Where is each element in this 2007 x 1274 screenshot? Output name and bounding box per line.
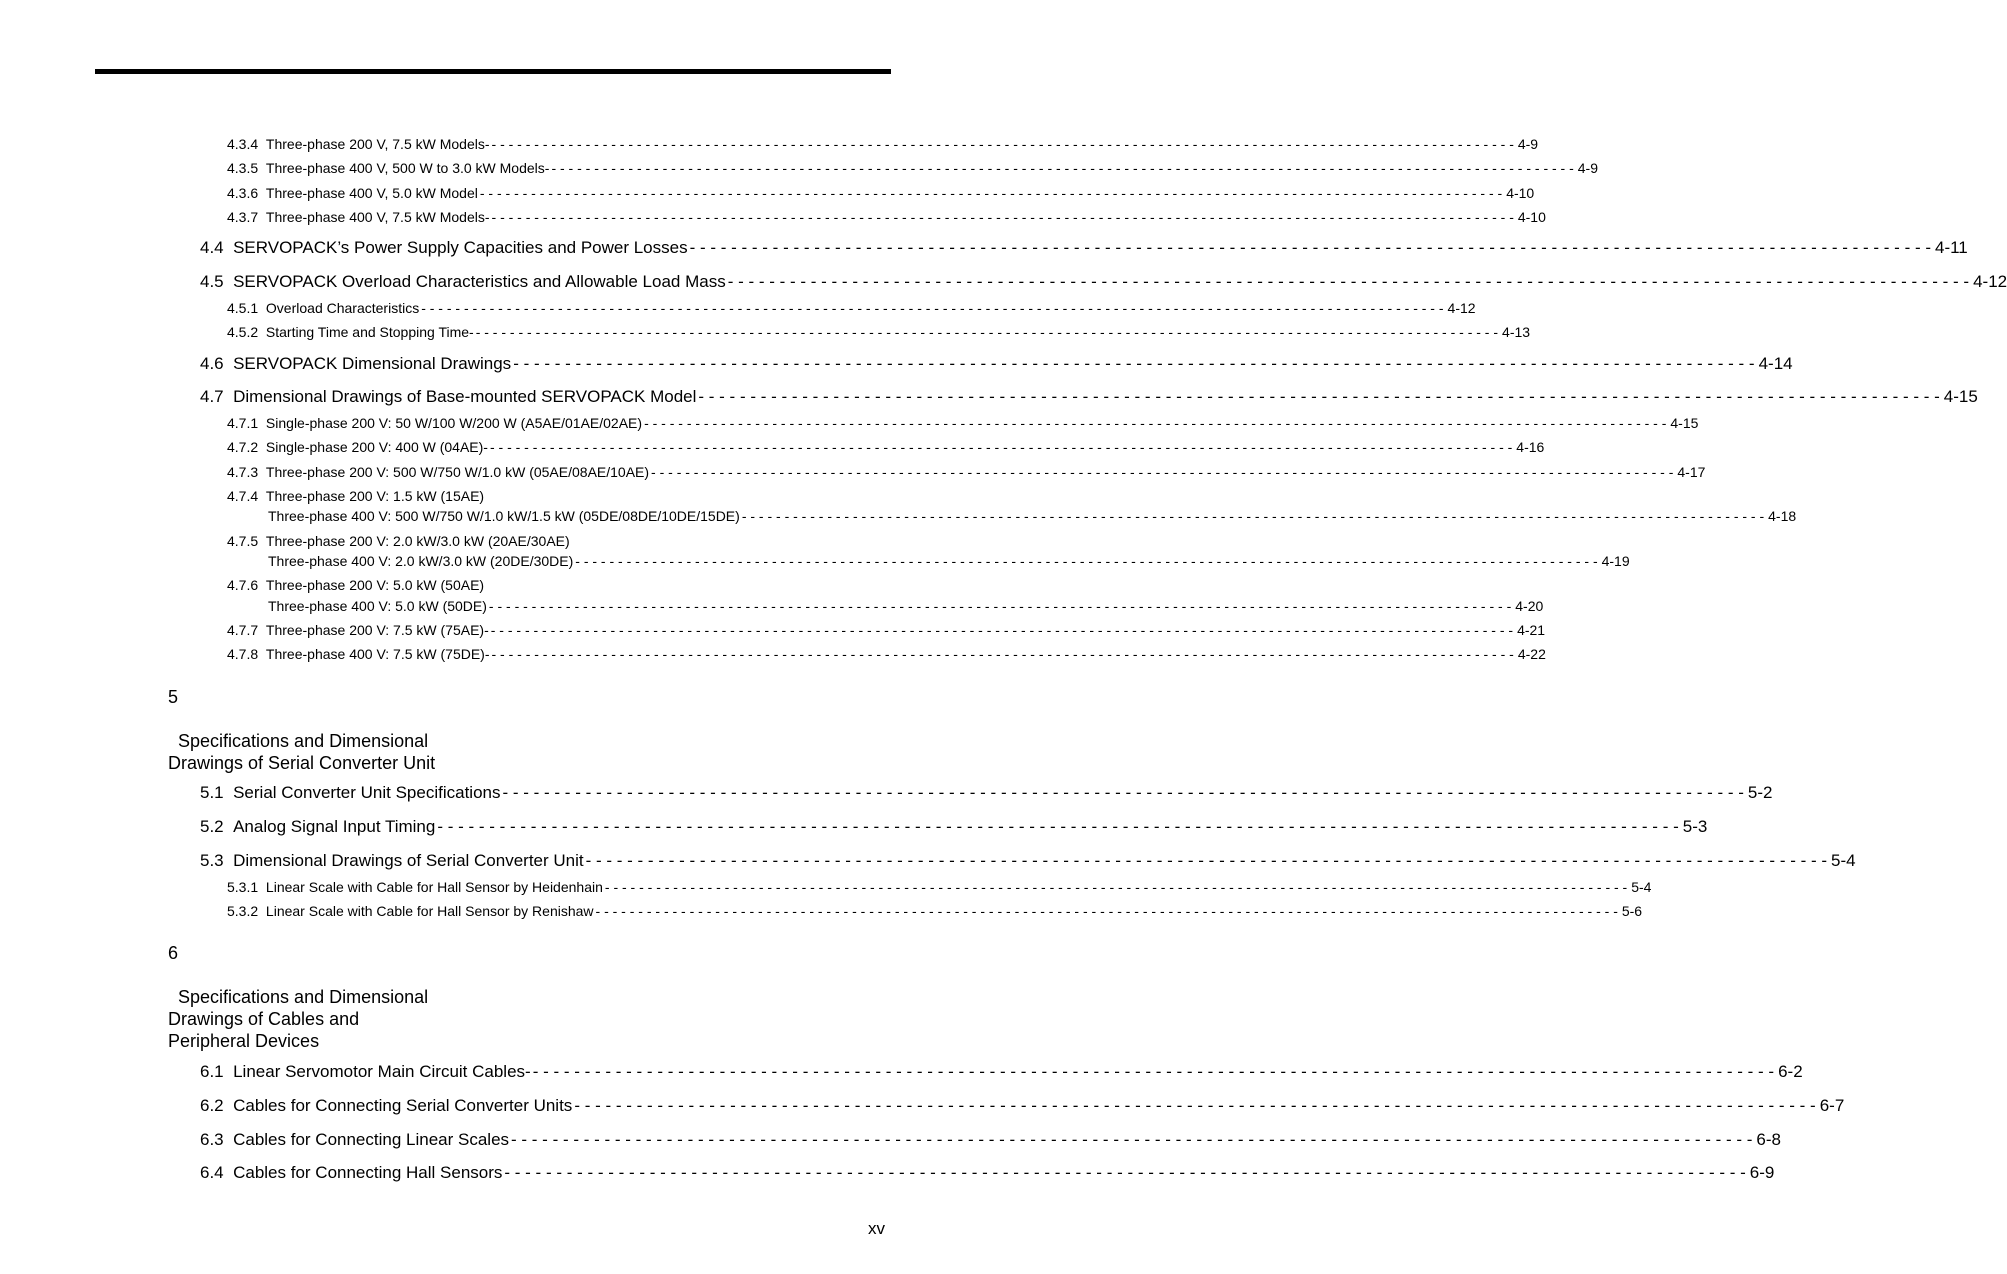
entry-title: Three-phase 400 V: 7.5 kW (75DE)-	[265, 646, 490, 662]
entry-title: Three-phase 400 V, 7.5 kW Models-	[265, 209, 490, 225]
header-rule	[95, 69, 891, 74]
toc-entry-4-7-7[interactable]	[227, 622, 1546, 640]
dot-leader: - - - - - - - - - - - - - - - - - - - - - - - - - - - - - - - - - - - - - - - - - - - - - - - - - - - - - - - - - - - - - - - - - - - - - - - - - - - - - - - - - - - - - - - - - - - - - - - - - - - - - - - - - - - - - - - - - - - - - - - -	[532, 1062, 1775, 1081]
dot-leader: - - - - - - - - - - - - - - - - - - - - - - - - - - - - - - - - - - - - - - - - - - - - - - - - - - - - - - - - - - - - - - - - - - - - - - - - - - - - - - - - - - - - - - - - - - - - - - - - - - - - - - - - - - - - - - - - - - - - - - - -	[490, 622, 1514, 638]
dot-leader: - - - - - - - - - - - - - - - - - - - - - - - - - - - - - - - - - - - - - - - - - - - - - - - - - - - - - - - - - - - - - - - - - - - - - - - - - - - - - - - - - - - - - - - - - - - - - - - - - - - - - - - - - - - - - - - - - - - - - - - -	[575, 553, 1598, 569]
entry-page: 6-8	[1756, 1130, 1781, 1149]
entry-number: 5.3.2	[227, 903, 259, 919]
entry-title-cont: Three-phase 400 V: 500 W/750 W/1.0 kW/1.5 kW (05DE/08DE/10DE/15DE)	[268, 508, 740, 524]
entry-title: SERVOPACK Dimensional Drawings	[233, 354, 512, 373]
chapter-title	[168, 730, 435, 774]
dot-leader: - - - - - - - - - - - - - - - - - - - - - - - - - - - - - - - - - - - - - - - - - - - - - - - - - - - - - - - - - - - - - - - - - - - - - - - - - - - - - - - - - - - - - - - - - - - - - - - - - - - - - - - - - - - - - - - - - - - - - - - -	[475, 324, 1499, 340]
dot-leader: - - - - - - - - - - - - - - - - - - - - - - - - - - - - - - - - - - - - - - - - - - - - - - - - - - - - - - - - - - - - - - - - - - - - - - - - - - - - - - - - - - - - - - - - - - - - - - - - - - - - - - - - - - - - - - - - - - - - - - - -	[574, 1096, 1816, 1115]
toc-entry-5-3[interactable]	[200, 851, 1856, 873]
entry-title: SERVOPACK Overload Characteristics and Allowable Load Mass	[233, 272, 726, 291]
toc-entry-4-5-1[interactable]	[227, 300, 1476, 318]
chapter-number: 5	[168, 687, 179, 707]
entry-page: 4-12	[1447, 300, 1476, 316]
entry-number: 5.2	[200, 817, 224, 836]
chapter-title-line: Drawings of Cables and	[168, 1009, 360, 1029]
toc-entry-4-3-5[interactable]	[227, 160, 1598, 178]
entry-number: 6.4	[200, 1163, 224, 1182]
entry-page: 4-20	[1515, 598, 1544, 614]
toc-entry-5-2[interactable]	[200, 817, 1708, 839]
entry-number: 4.6	[200, 354, 224, 373]
dot-leader: - - - - - - - - - - - - - - - - - - - - - - - - - - - - - - - - - - - - - - - - - - - - - - - - - - - - - - - - - - - - - - - - - - - - - - - - - - - - - - - - - - - - - - - - - - - - - - - - - - - - - - - - - - - - - - - - - - - - - - - -	[502, 783, 1744, 802]
entry-page: 5-6	[1621, 903, 1643, 919]
dot-leader: - - - - - - - - - - - - - - - - - - - - - - - - - - - - - - - - - - - - - - - - - - - - - - - - - - - - - - - - - - - - - - - - - - - - - - - - - - - - - - - - - - - - - - - - - - - - - - - - - - - - - - - - - - - - - - - - - - - - - - - -	[511, 1130, 1753, 1149]
entry-page: 4-19	[1601, 553, 1630, 569]
entry-page: 4-14	[1758, 354, 1793, 373]
entry-number: 4.3.6	[227, 185, 259, 201]
entry-page: 4-10	[1506, 185, 1535, 201]
entry-page: 4-18	[1768, 508, 1797, 524]
entry-number: 4.7.6	[227, 577, 259, 593]
entry-number: 6.2	[200, 1096, 224, 1115]
entry-number: 4.7.8	[227, 646, 259, 662]
entry-number: 5.3.1	[227, 879, 259, 895]
entry-number: 4.5.1	[227, 300, 259, 316]
entry-page: 4-22	[1517, 646, 1546, 662]
chapter-title	[168, 986, 428, 1052]
entry-number: 4.7.1	[227, 415, 259, 431]
toc-entry-4-7-4-cont[interactable]	[268, 508, 1797, 526]
entry-title: Cables for Connecting Hall Sensors	[233, 1163, 503, 1182]
toc-entry-6-1[interactable]	[200, 1062, 1803, 1084]
toc-entry-5-3-2[interactable]	[227, 903, 1643, 921]
toc-entry-4-7-5[interactable]	[227, 533, 886, 551]
toc-entry-6-3[interactable]	[200, 1130, 1781, 1152]
toc-entry-4-7-5-cont[interactable]	[268, 553, 1630, 571]
entry-title: Three-phase 200 V: 1.5 kW (15AE)	[265, 488, 485, 504]
toc-entry-6-2[interactable]	[200, 1096, 1845, 1118]
toc-entry-4-7-8[interactable]	[227, 646, 1546, 664]
entry-title: Single-phase 200 V: 50 W/100 W/200 W (A5AE/01AE/02AE)	[265, 415, 643, 431]
entry-title: Three-phase 200 V: 500 W/750 W/1.0 kW (05AE/08AE/10AE)	[265, 464, 650, 480]
toc-entry-4-7-4[interactable]	[227, 488, 886, 506]
toc-entry-4-4[interactable]	[200, 238, 1968, 260]
entry-page: 6-2	[1778, 1062, 1803, 1081]
toc-entry-4-5[interactable]	[200, 272, 2007, 294]
chapter-title-line: Specifications and Dimensional	[178, 731, 429, 751]
entry-number: 4.5.2	[227, 324, 259, 340]
toc-entry-4-5-2[interactable]	[227, 324, 1531, 342]
entry-number: 4.3.4	[227, 136, 259, 152]
toc-entry-5-1[interactable]	[200, 783, 1773, 805]
dot-leader: - - - - - - - - - - - - - - - - - - - - - - - - - - - - - - - - - - - - - - - - - - - - - - - - - - - - - - - - - - - - - - - - - - - - - - - - - - - - - - - - - - - - - - - - - - - - - - - - - - - - - - - - - - - - - - - - - - - - - - - -	[488, 598, 1512, 614]
dot-leader: - - - - - - - - - - - - - - - - - - - - - - - - - - - - - - - - - - - - - - - - - - - - - - - - - - - - - - - - - - - - - - - - - - - - - - - - - - - - - - - - - - - - - - - - - - - - - - - - - - - - - - - - - - - - - - - - - - - - - - - -	[595, 903, 1618, 919]
entry-page: 4-12	[1973, 272, 2007, 291]
entry-number: 5.3	[200, 851, 224, 870]
entry-page: 5-3	[1682, 817, 1708, 836]
dot-leader: - - - - - - - - - - - - - - - - - - - - - - - - - - - - - - - - - - - - - - - - - - - - - - - - - - - - - - - - - - - - - - - - - - - - - - - - - - - - - - - - - - - - - - - - - - - - - - - - - - - - - - - - - - - - - - - - - - - - - - - -	[491, 209, 1514, 225]
dot-leader: - - - - - - - - - - - - - - - - - - - - - - - - - - - - - - - - - - - - - - - - - - - - - - - - - - - - - - - - - - - - - - - - - - - - - - - - - - - - - - - - - - - - - - - - - - - - - - - - - - - - - - - - - - - - - - - - - - - - - - - -	[689, 238, 1931, 257]
entry-number: 4.3.5	[227, 160, 259, 176]
dot-leader: - - - - - - - - - - - - - - - - - - - - - - - - - - - - - - - - - - - - - - - - - - - - - - - - - - - - - - - - - - - - - - - - - - - - - - - - - - - - - - - - - - - - - - - - - - - - - - - - - - - - - - - - - - - - - - - - - - - - - - - -	[504, 1163, 1746, 1182]
entry-title: Three-phase 200 V, 7.5 kW Models-	[265, 136, 490, 152]
entry-page: 4-16	[1516, 439, 1545, 455]
entry-title: Cables for Connecting Linear Scales	[233, 1130, 510, 1149]
dot-leader: - - - - - - - - - - - - - - - - - - - - - - - - - - - - - - - - - - - - - - - - - - - - - - - - - - - - - - - - - - - - - - - - - - - - - - - - - - - - - - - - - - - - - - - - - - - - - - - - - - - - - - - - - - - - - - - - - - - - - - - -	[644, 415, 1667, 431]
entry-page: 4-9	[1577, 160, 1598, 176]
dot-leader: - - - - - - - - - - - - - - - - - - - - - - - - - - - - - - - - - - - - - - - - - - - - - - - - - - - - - - - - - - - - - - - - - - - - - - - - - - - - - - - - - - - - - - - - - - - - - - - - - - - - - - - - - - - - - - - - - - - - - - - -	[551, 160, 1574, 176]
entry-page: 4-9	[1517, 136, 1539, 152]
dot-leader: - - - - - - - - - - - - - - - - - - - - - - - - - - - - - - - - - - - - - - - - - - - - - - - - - - - - - - - - - - - - - - - - - - - - - - - - - - - - - - - - - - - - - - - - - - - - - - - - - - - - - - - - - - - - - - - - - - - - - - - -	[479, 185, 1503, 201]
toc-entry-4-7-3[interactable]	[227, 464, 1706, 482]
entry-title: Three-phase 200 V: 5.0 kW (50AE)	[265, 577, 485, 593]
dot-leader: - - - - - - - - - - - - - - - - - - - - - - - - - - - - - - - - - - - - - - - - - - - - - - - - - - - - - - - - - - - - - - - - - - - - - - - - - - - - - - - - - - - - - - - - - - - - - - - - - - - - - - - - - - - - - - - - - - - - - - - -	[604, 879, 1628, 895]
toc-entry-6-4[interactable]	[200, 1163, 1775, 1185]
entry-title: Linear Scale with Cable for Hall Sensor by Renishaw	[265, 903, 594, 919]
entry-title: Three-phase 200 V: 7.5 kW (75AE)-	[265, 622, 489, 638]
dot-leader: - - - - - - - - - - - - - - - - - - - - - - - - - - - - - - - - - - - - - - - - - - - - - - - - - - - - - - - - - - - - - - - - - - - - - - - - - - - - - - - - - - - - - - - - - - - - - - - - - - - - - - - - - - - - - - - - - - - - - - - -	[489, 439, 1513, 455]
entry-number: 4.5	[200, 272, 224, 291]
entry-page: 4-13	[1502, 324, 1531, 340]
dot-leader: - - - - - - - - - - - - - - - - - - - - - - - - - - - - - - - - - - - - - - - - - - - - - - - - - - - - - - - - - - - - - - - - - - - - - - - - - - - - - - - - - - - - - - - - - - - - - - - - - - - - - - - - - - - - - - - - - - - - - - - -	[585, 851, 1828, 870]
entry-title-cont: Three-phase 400 V: 5.0 kW (50DE)	[268, 598, 487, 614]
entry-title: Overload Characteristics	[265, 300, 420, 316]
dot-leader: - - - - - - - - - - - - - - - - - - - - - - - - - - - - - - - - - - - - - - - - - - - - - - - - - - - - - - - - - - - - - - - - - - - - - - - - - - - - - - - - - - - - - - - - - - - - - - - - - - - - - - - - - - - - - - - - - - - - - - - -	[727, 272, 1970, 291]
entry-title: Three-phase 400 V, 5.0 kW Model	[265, 185, 478, 201]
dot-leader: - - - - - - - - - - - - - - - - - - - - - - - - - - - - - - - - - - - - - - - - - - - - - - - - - - - - - - - - - - - - - - - - - - - - - - - - - - - - - - - - - - - - - - - - - - - - - - - - - - - - - - - - - - - - - - - - - - - - - - - -	[491, 646, 1514, 662]
entry-page: 4-15	[1943, 387, 1978, 406]
entry-page: 4-10	[1517, 209, 1546, 225]
entry-number: 4.7.5	[227, 533, 259, 549]
entry-number: 4.7.3	[227, 464, 259, 480]
dot-leader: - - - - - - - - - - - - - - - - - - - - - - - - - - - - - - - - - - - - - - - - - - - - - - - - - - - - - - - - - - - - - - - - - - - - - - - - - - - - - - - - - - - - - - - - - - - - - - - - - - - - - - - - - - - - - - - - - - - - - - - -	[437, 817, 1679, 836]
dot-leader: - - - - - - - - - - - - - - - - - - - - - - - - - - - - - - - - - - - - - - - - - - - - - - - - - - - - - - - - - - - - - - - - - - - - - - - - - - - - - - - - - - - - - - - - - - - - - - - - - - - - - - - - - - - - - - - - - - - - - - - -	[698, 387, 1940, 406]
entry-number: 6.3	[200, 1130, 224, 1149]
toc-entry-4-6[interactable]	[200, 354, 1793, 376]
chapter-title-line: Peripheral Devices	[168, 1031, 320, 1051]
entry-number: 4.4	[200, 238, 224, 257]
entry-title: Dimensional Drawings of Base-mounted SERVOPACK Model	[233, 387, 697, 406]
entry-title: Three-phase 200 V: 2.0 kW/3.0 kW (20AE/30AE)	[265, 533, 570, 549]
toc-entry-4-3-6[interactable]	[227, 185, 1535, 203]
toc-entry-4-7-2[interactable]	[227, 439, 1545, 457]
page-number: xv	[868, 1219, 885, 1238]
chapter-title-line: Specifications and Dimensional	[178, 987, 429, 1007]
dot-leader: - - - - - - - - - - - - - - - - - - - - - - - - - - - - - - - - - - - - - - - - - - - - - - - - - - - - - - - - - - - - - - - - - - - - - - - - - - - - - - - - - - - - - - - - - - - - - - - - - - - - - - - - - - - - - - - - - - - - - - - -	[651, 464, 1674, 480]
entry-title: SERVOPACK’s Power Supply Capacities and Power Losses	[233, 238, 688, 257]
toc-entry-4-7-6[interactable]	[227, 577, 886, 595]
entry-number: 4.7.4	[227, 488, 259, 504]
entry-title: Single-phase 200 V: 400 W (04AE)-	[265, 439, 488, 455]
entry-page: 6-9	[1749, 1163, 1775, 1182]
entry-number: 4.3.7	[227, 209, 259, 225]
entry-page: 4-11	[1935, 238, 1968, 257]
entry-page: 5-4	[1631, 879, 1652, 895]
entry-page: 5-4	[1831, 851, 1856, 870]
toc-entry-5-3-1[interactable]	[227, 879, 1652, 897]
entry-title: Linear Servomotor Main Circuit Cables-	[233, 1062, 531, 1081]
entry-number: 4.7.7	[227, 622, 259, 638]
entry-number: 5.1	[200, 783, 224, 802]
entry-title: Serial Converter Unit Specifications	[233, 783, 501, 802]
entry-title: Starting Time and Stopping Time-	[265, 324, 474, 340]
entry-page: 4-17	[1677, 464, 1706, 480]
chapter-title-line: Drawings of Serial Converter Unit	[168, 753, 436, 773]
entry-title: Cables for Connecting Serial Converter Units	[233, 1096, 573, 1115]
toc-entry-4-3-7[interactable]	[227, 209, 1546, 227]
toc-entry-4-3-4[interactable]	[227, 136, 1539, 154]
entry-number: 6.1	[200, 1062, 224, 1081]
entry-number: 4.7	[200, 387, 224, 406]
entry-page: 4-15	[1670, 415, 1699, 431]
entry-page: 5-2	[1747, 783, 1773, 802]
toc-entry-4-7-6-cont[interactable]	[268, 598, 1544, 616]
entry-title: Analog Signal Input Timing	[233, 817, 436, 836]
dot-leader: - - - - - - - - - - - - - - - - - - - - - - - - - - - - - - - - - - - - - - - - - - - - - - - - - - - - - - - - - - - - - - - - - - - - - - - - - - - - - - - - - - - - - - - - - - - - - - - - - - - - - - - - - - - - - - - - - - - - - - - -	[491, 136, 1514, 152]
entry-page: 6-7	[1819, 1096, 1845, 1115]
chapter-number: 6	[168, 943, 179, 963]
entry-number: 4.7.2	[227, 439, 259, 455]
dot-leader: - - - - - - - - - - - - - - - - - - - - - - - - - - - - - - - - - - - - - - - - - - - - - - - - - - - - - - - - - - - - - - - - - - - - - - - - - - - - - - - - - - - - - - - - - - - - - - - - - - - - - - - - - - - - - - - - - - - - - - - -	[421, 300, 1444, 316]
entry-title: Linear Scale with Cable for Hall Sensor by Heidenhain	[265, 879, 603, 895]
dot-leader: - - - - - - - - - - - - - - - - - - - - - - - - - - - - - - - - - - - - - - - - - - - - - - - - - - - - - - - - - - - - - - - - - - - - - - - - - - - - - - - - - - - - - - - - - - - - - - - - - - - - - - - - - - - - - - - - - - - - - - - -	[741, 508, 1765, 524]
entry-title-cont: Three-phase 400 V: 2.0 kW/3.0 kW (20DE/30DE)	[268, 553, 574, 569]
dot-leader: - - - - - - - - - - - - - - - - - - - - - - - - - - - - - - - - - - - - - - - - - - - - - - - - - - - - - - - - - - - - - - - - - - - - - - - - - - - - - - - - - - - - - - - - - - - - - - - - - - - - - - - - - - - - - - - - - - - - - - - -	[513, 354, 1755, 373]
toc-entry-4-7[interactable]	[200, 387, 1978, 409]
entry-page: 4-21	[1517, 622, 1546, 638]
entry-title: Dimensional Drawings of Serial Converter Unit	[233, 851, 584, 870]
toc-entry-4-7-1[interactable]	[227, 415, 1699, 433]
entry-title: Three-phase 400 V, 500 W to 3.0 kW Models-	[265, 160, 550, 176]
